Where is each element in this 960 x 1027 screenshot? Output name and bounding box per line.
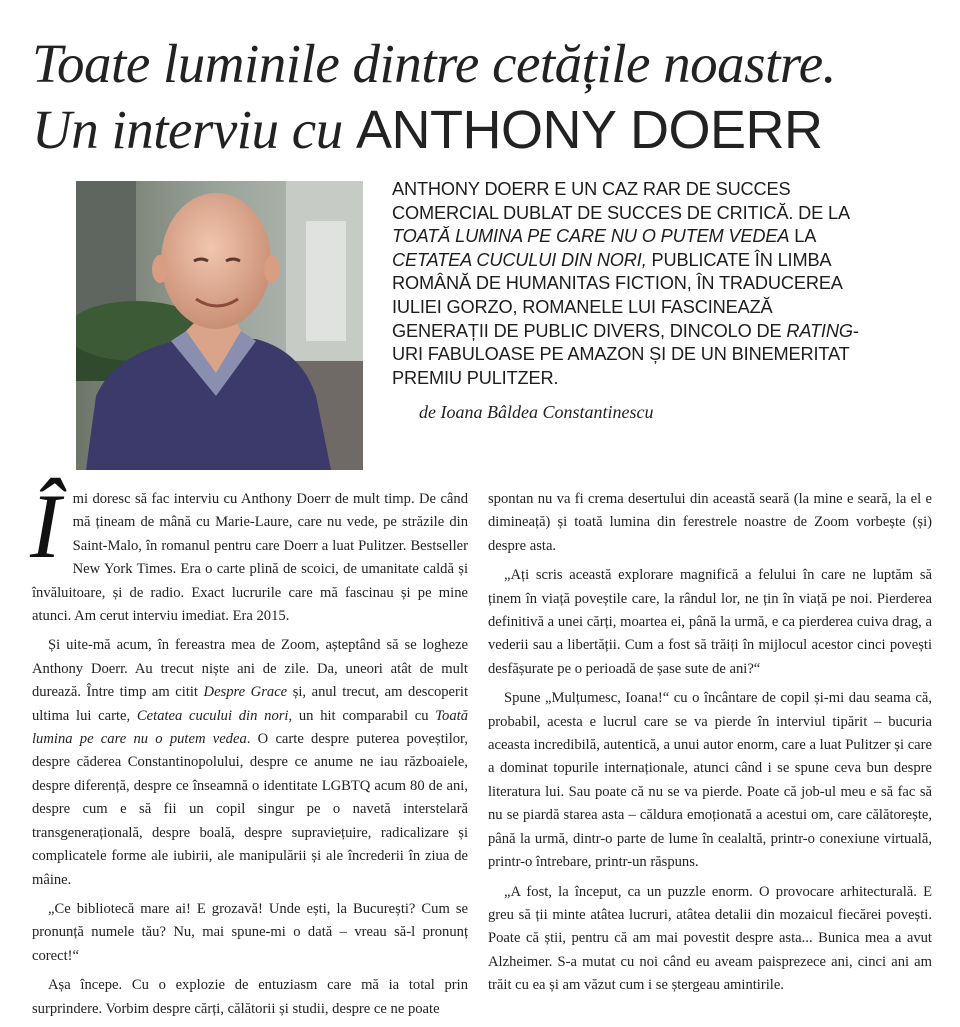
body-column-left	[30, 475, 469, 1027]
lede-text: -URI FABULOASE PE AMAZON ȘI DE UN BINEMERITAT PREMIU PULITZER.	[392, 320, 859, 388]
byline: de Ioana Bâldea Constantinescu	[419, 402, 654, 422]
title-prefix: Un interviu cu	[32, 99, 343, 160]
drop-cap: Î	[30, 475, 61, 577]
book-title: Despre Grace	[203, 684, 288, 701]
article-title-line1: Toate luminile dintre cetățile noastre.	[32, 33, 836, 94]
lede-text: PUBLICATE ÎN LIMBA ROMÂNĂ DE HUMANITAS FICTION, ÎN TRADUCEREA IULIEI GORZO, ROMANELE LUI FASCINEAZĂ GENERAȚII DE PUBLIC DIVERS, DINCOLO DE	[392, 249, 842, 341]
author-portrait-image	[76, 181, 363, 470]
book-title: Toată lumina pe care nu o putem vedea	[32, 707, 468, 748]
lede-book-title: TOATĂ LUMINA PE CARE NU O PUTEM VEDEA	[392, 226, 790, 247]
lede-emphasis: RATING	[786, 320, 853, 341]
body-column-right	[488, 488, 932, 1004]
book-title: Cetatea cucului din nori	[136, 707, 289, 724]
lede-text: ANTHONY DOERR E UN CAZ RAR DE SUCCES COMERCIAL DUBLAT DE SUCCES DE CRITICĂ. DE LA	[392, 179, 849, 223]
body-paragraph: „Ați scris această explorare magnifică a felului în care ne luptăm să ținem în viață poveștile care, la rândul lor, ne țin în viață pe noi. Pierderea definitivă a unei cărți, moartea ei, până la urmă, e ca pierderea cuiva drag, a vederii sau a libertății. Cum a fost să trăiți în mijlocul acestor cinci povești desfășurate pe o perioadă de șase sute de ani?“	[488, 567, 932, 677]
paragraph-text: Și uite-mă acum, în fereastra mea de Zoom, așteptând să se logheze Anthony Doerr. Au trecut niște ani de zile. Da, uneori atât de mult durează. Între timp am citit	[32, 637, 468, 701]
paragraph-text: mi doresc să fac interviu cu Anthony Doerr de mult timp. De când mă țineam de mână cu Marie-Laure, care nu vede, pe străzile din Saint-Malo, în romanul pentru care Doerr a luat Pulitzer. Bestseller New York Times. Era o carte plină de scoici, de umanitate caldă și învăluitoare, și de radio. Exact lucrurile care mă fascinau și pe mine atunci. Am cerut interviu imediat. Era 2015.	[32, 491, 468, 625]
body-paragraph: spontan nu va fi crema desertului din această seară (la mine e seară, la el e dimineață) și toată lumina din ferestrele noastre de Zoom vorbește (și) despre asta.	[488, 491, 932, 554]
body-paragraph: Așa începe. Cu o explozie de entuziasm care mă ia total prin surprindere. Vorbim despre cărți, călătorii și studii, despre ce ne poate	[32, 977, 468, 1017]
title-author-name: ANTHONY DOERR	[355, 100, 823, 160]
body-paragraph: „Ce bibliotecă mare ai! E grozavă! Unde ești, la București? Cum se pronunță numele tău? Nu, mai spune-mi o dată – vreau să-l pronunț corect!“	[32, 900, 468, 964]
article-title-line2	[32, 100, 823, 160]
body-paragraph: „A fost, la început, ca un puzzle enorm. O provocare arhitecturală. E greu să ții minte atâtea lucruri, atâtea detalii din mozaicul fiecărei povești. Poate că știi, pentru că am mai povestit despre asta... Bunica mea a avut Alzheimer. S-a mutat cu noi când eu aveam paisprezece ani, cinci ani am trăit cu ea și am văzut cum i se ștergeau amintirile.	[488, 883, 932, 994]
article-lede	[392, 178, 862, 390]
lede-book-title: CETATEA CUCULUI DIN NORI,	[392, 249, 647, 270]
paragraph-text: . O carte despre puterea poveștilor, despre căderea Constantinopolului, despre ce anume ne iau războaiele, despre diferență, despre ce înseamnă o identitate LGBTQ acum 80 de ani, despre cum e să fii un copil singur pe o navetă interstelară transgenerațională, despre boală, despre supraviețuire, radicalizare și complicatele forme ale iubirii, ale manipulării și ale încrederii în ziua de mâine.	[32, 731, 468, 888]
lede-text: LA	[789, 226, 816, 247]
body-paragraph: Spune „Mulțumesc, Ioana!“ cu o încântare de copil și-mi dau seama că, probabil, acesta e lucrul care se va pierde în interviul tipărit – bucuria aceasta incredibilă, autentică, a unui autor enorm, care a luat Pulitzer și care a dominat topurile internaționale, atunci când i se spune ceva bun despre literatura lui. Sau poate că nu se va pierde. Poate că job-ul meu e să fac să nu se piardă starea asta – căldura emoționată a acestui om, care călătorește, până la urmă, dintr-o parte de lume în cealaltă, printr-o conexiune virtuală, printr-o întrebare, printr-un răspuns.	[488, 690, 932, 871]
body-paragraph	[30, 475, 468, 628]
author-photo	[76, 181, 363, 470]
paragraph-text: și, anul trecut, am descoperit ultima lui carte,	[32, 684, 469, 724]
body-paragraph	[32, 634, 468, 891]
paragraph-text: , un hit comparabil cu	[288, 707, 436, 724]
